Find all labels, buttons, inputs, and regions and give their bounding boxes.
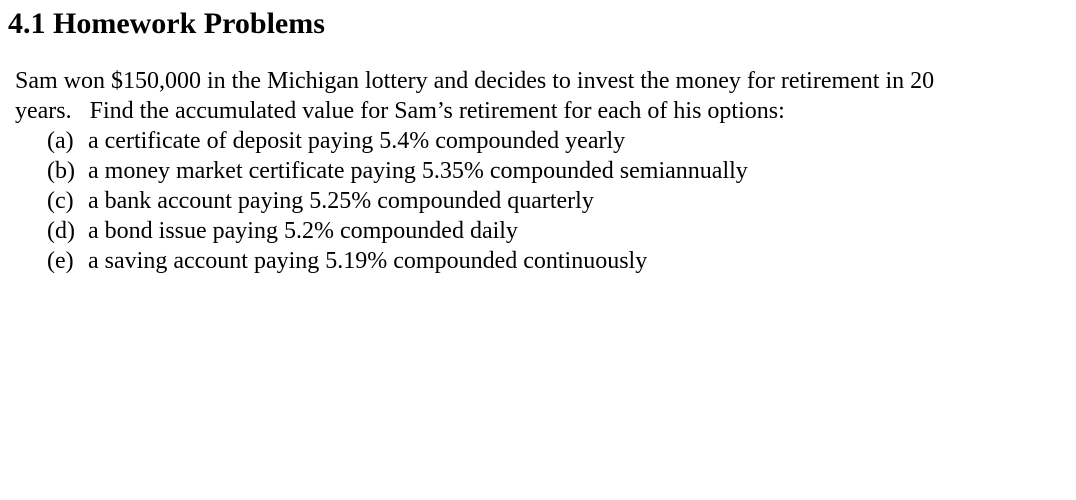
option-e	[47, 246, 748, 276]
option-text: a bond issue paying 5.2% compounded daily	[88, 218, 518, 244]
option-d	[47, 216, 748, 246]
option-letter: (e)	[47, 248, 74, 274]
option-text: a money market certificate paying 5.35% compounded semiannually	[88, 158, 748, 184]
option-b	[47, 156, 748, 186]
problem-line-1: Sam won $150,000 in the Michigan lottery and decides to invest the money for retirement in 20	[15, 68, 935, 94]
option-text: a saving account paying 5.19% compounded continuously	[88, 248, 648, 274]
option-letter: (b)	[47, 158, 75, 184]
option-text: a bank account paying 5.25% compounded quarterly	[88, 188, 594, 214]
problem-statement	[15, 66, 1015, 126]
option-a	[47, 126, 748, 156]
page-title: 4.1 Homework Problems	[8, 7, 325, 40]
option-text: a certificate of deposit paying 5.4% compounded yearly	[88, 128, 626, 154]
option-letter: (a)	[47, 128, 74, 154]
options-list	[47, 126, 748, 276]
option-letter: (c)	[47, 188, 74, 214]
problem-line-2: years. Find the accumulated value for Sam’s retirement for each of his options:	[15, 98, 785, 124]
option-c	[47, 186, 748, 216]
option-letter: (d)	[47, 218, 75, 244]
